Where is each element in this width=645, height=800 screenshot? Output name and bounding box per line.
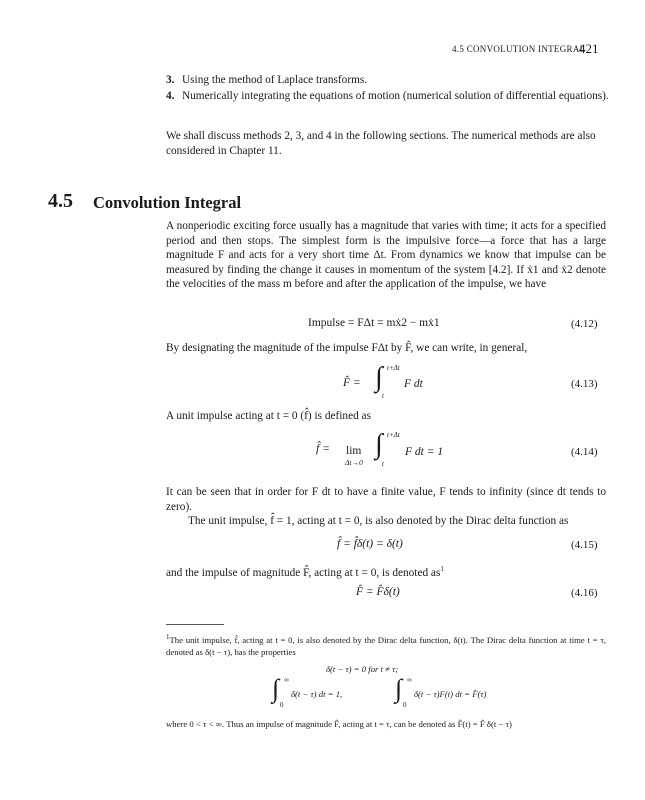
integral-sign: ∫ xyxy=(375,429,383,460)
integral-lower-limit: t xyxy=(382,392,384,400)
footnote-integral-b: δ(t − τ)F(t) dt = F̂(τ) xyxy=(414,689,487,699)
footnote-marker[interactable]: 1 xyxy=(440,565,444,573)
equation-number: (4.12) xyxy=(571,318,598,330)
intro-paragraph: We shall discuss methods 2, 3, and 4 in the following sections. The numerical methods are also considered in Chapter 11. xyxy=(166,130,596,157)
equation-number: (4.15) xyxy=(571,539,598,551)
list-item xyxy=(166,89,622,104)
equation-number: (4.16) xyxy=(571,587,598,599)
equation-4-13-lhs: F̂ = xyxy=(343,377,361,389)
footnote-integral-a: δ(t − τ) dt = 1, xyxy=(291,689,343,699)
body-sentence: A unit impulse acting at t = 0 (f̂) is defined as xyxy=(166,410,371,422)
limit-operator: lim xyxy=(346,445,362,457)
equation-4-14-lhs: f̂ = xyxy=(316,443,330,455)
integral-upper-limit: ∞ xyxy=(407,676,412,684)
integral-lower-limit: 0 xyxy=(403,701,407,709)
footnote-text xyxy=(166,631,606,658)
running-header-title: 4.5 CONVOLUTION INTEGRAL xyxy=(452,44,586,54)
footnote-property: δ(t − τ) = 0 for t ≠ τ; xyxy=(326,664,399,674)
integral-upper-limit: t+Δt xyxy=(387,431,400,439)
section-title: Convolution Integral xyxy=(93,193,242,212)
integral-upper-limit: t+Δt xyxy=(387,364,400,372)
section-number: 4.5 xyxy=(48,190,73,212)
list-item-text: Numerically integrating the equations of motion (numerical solution of differential equations). xyxy=(182,90,609,102)
sentence-text: and the impulse of magnitude F̂, acting at t = 0, is denoted as xyxy=(166,566,441,579)
integral-upper-limit: ∞ xyxy=(284,676,289,684)
footnote-body: The unit impulse, f̂, acting at t = 0, is also denoted by the Dirac delta function, δ(t). The Dirac delta function at time t = τ, denoted as δ(t − τ), has the properties xyxy=(166,634,606,657)
footnote-rule xyxy=(166,624,224,625)
page-number: 421 xyxy=(579,41,599,56)
body-sentence: By designating the magnitude of the impulse FΔt by F̂, we can write, in general, xyxy=(166,342,528,354)
list-item-text: Using the method of Laplace transforms. xyxy=(182,74,368,86)
equation-number: (4.14) xyxy=(571,446,598,458)
integral-sign: ∫ xyxy=(272,674,280,703)
body-paragraph: It can be seen that in order for F dt to have a finite value, F tends to infinity (since dt tends to zero). xyxy=(166,486,606,513)
body-sentence xyxy=(166,562,606,580)
integral-sign: ∫ xyxy=(395,674,403,703)
equation-number: (4.13) xyxy=(571,378,598,390)
equation-4-12: Impulse = FΔt = mẋ2 − mẋ1 xyxy=(308,317,440,329)
list-item xyxy=(166,73,606,88)
limit-subscript: Δt→0 xyxy=(345,458,363,467)
integrand: F dt = 1 xyxy=(405,446,444,458)
equation-4-15: f̂ = f̂δ(t) = δ(t) xyxy=(337,538,403,550)
body-paragraph: A nonperiodic exciting force usually has a magnitude that varies with time; it acts for a specified period and then stops. The simplest form is the impulsive force—a force that has a large magnitude F and acts for a very short time Δt. From dynamics we know that impulse can be measured by finding the change it causes in momentum of the system [4.2]. If ẋ1 and ẋ2 denote the velocities of the mass m before and after the application of the impulse, we have xyxy=(166,220,606,291)
footnote-marker: 1 xyxy=(166,633,170,641)
integral-sign: ∫ xyxy=(375,362,383,393)
list-item-number: 4. xyxy=(166,90,175,102)
integral-lower-limit: t xyxy=(382,460,384,468)
integral-lower-limit: 0 xyxy=(280,701,284,709)
integrand: F dt xyxy=(404,378,423,390)
equation-4-16: F̂ = F̂δ(t) xyxy=(356,586,400,598)
body-paragraph: The unit impulse, f̂ = 1, acting at t = 0, is also denoted by the Dirac delta function as xyxy=(188,515,569,527)
footnote-closing: where 0 < τ < ∞. Thus an impulse of magnitude F̂, acting at t = τ, can be denoted as F̂(t) = F̂ δ(t − τ) xyxy=(166,719,512,729)
list-item-number: 3. xyxy=(166,74,175,86)
